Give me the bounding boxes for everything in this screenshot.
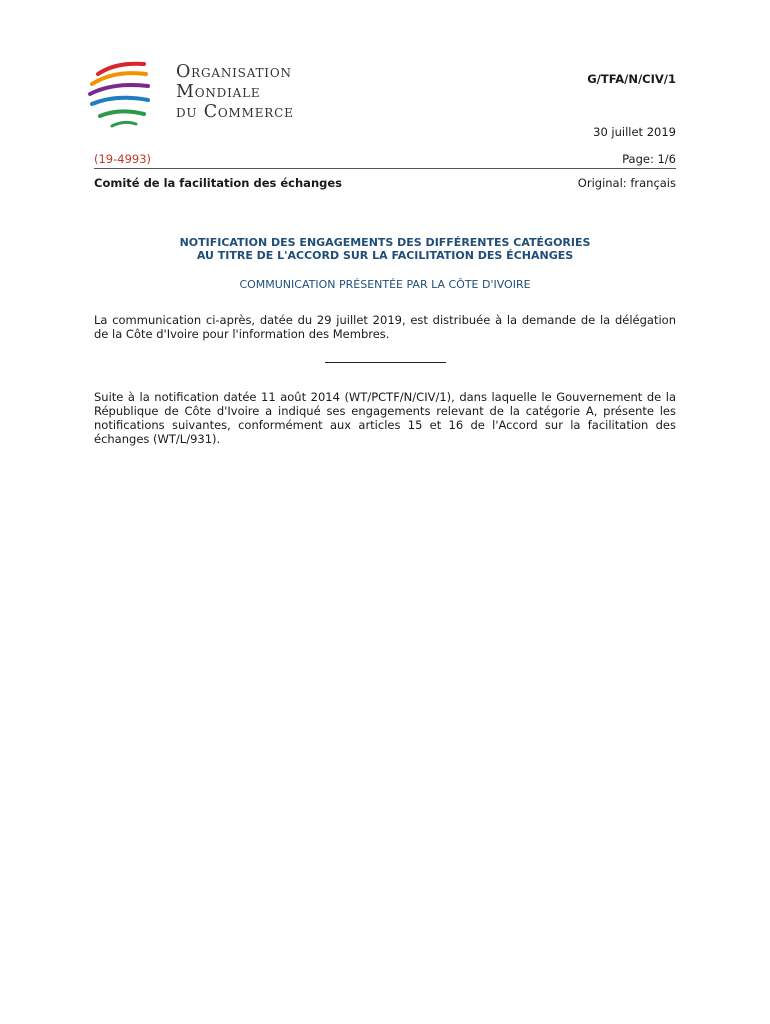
page-number: Page: 1/6 [622, 152, 676, 166]
logo-line-3: du Commerce [176, 102, 294, 122]
intro-paragraph: La communication ci-après, datée du 29 juillet 2019, est distribuée à la demande de la délégation de la Côte d'Ivoire pour l'information des Membres. [94, 313, 676, 341]
logo-line-1: Organisation [176, 62, 292, 82]
committee-row [94, 176, 676, 192]
section-separator [325, 362, 446, 363]
wto-logo-text [176, 62, 294, 122]
original-language: Original: français [577, 176, 676, 190]
document-symbol: G/TFA/N/CIV/1 [587, 72, 676, 86]
title-line-2: AU TITRE DE L'ACCORD SUR LA FACILITATION DES ÉCHANGES [196, 249, 574, 262]
document-title [94, 236, 676, 262]
document-date: 30 juillet 2019 [593, 125, 676, 139]
wto-logo [84, 56, 344, 132]
wto-emblem-icon [84, 56, 164, 132]
logo-line-2: Mondiale [176, 82, 261, 102]
committee-name: Comité de la facilitation des échanges [94, 176, 343, 190]
title-line-1: NOTIFICATION DES ENGAGEMENTS DES DIFFÉRENTES CATÉGORIES [179, 236, 591, 249]
reference-row [94, 152, 676, 168]
main-paragraph: Suite à la notification datée 11 août 2014 (WT/PCTF/N/CIV/1), dans laquelle le Gouvernement de la République de Côte d'Ivoire a indiqué ses engagements relevant de la catégorie A, présente les notifications suivantes, conformément aux articles 15 et 16 de l'Accord sur la facilitation des échanges (WT/L/931). [94, 390, 676, 446]
header-divider [94, 168, 676, 169]
document-subtitle: COMMUNICATION PRÉSENTÉE PAR LA CÔTE D'IVOIRE [239, 278, 531, 291]
document-reference: (19-4993) [94, 152, 152, 166]
